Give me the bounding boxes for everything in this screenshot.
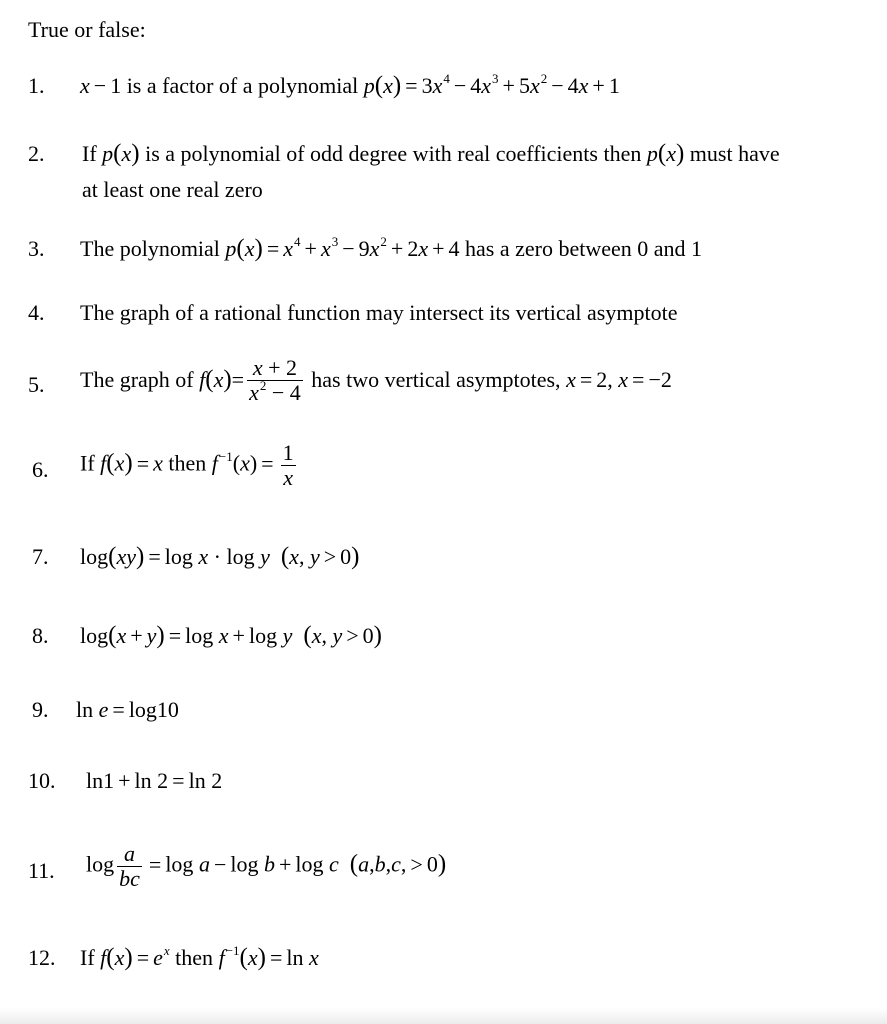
question-text: If f(x) = x then $f^{-1}(x)$ = $\frac{1}{x}$ [80, 440, 294, 490]
question-text: The graph of f(x)= $\frac{x + 2}{x^2 - 4}$ has two vertical asymptotes, x = 2, x = −2 [80, 356, 672, 408]
page-bottom-edge [0, 1008, 887, 1024]
question-text: If $f(x) = e^x$ then $f^{-1}(x) = \ln x$ [80, 943, 319, 971]
question-number: 5. [28, 372, 45, 397]
question-text-line-2: at least one real zero [82, 177, 263, 202]
question-number: 1. [28, 73, 45, 98]
question-text: ln e = log10 [76, 697, 179, 722]
question-text: ln1 + ln 2 = ln 2 [86, 768, 223, 793]
question-number: 9. [32, 697, 49, 722]
question-text: log(x + y) = log x + log y (x, y > 0) [80, 622, 382, 649]
question-number: 3. [28, 236, 45, 261]
question-number: 8. [32, 623, 49, 648]
question-number: 11. [28, 858, 55, 883]
question-number: 6. [32, 457, 49, 482]
question-number: 7. [32, 544, 49, 569]
question-text: If p(x) is a polynomial of odd degree with real coefficients then p(x) must have [82, 140, 780, 167]
question-number: 2. [28, 141, 45, 166]
question-text: log $\frac{a}{bc}$ = log a − log b + log c (a,b,c, > 0) [86, 841, 447, 891]
fraction: $\frac{1}{x}$ [282, 440, 294, 490]
fraction: $\frac{a}{bc}$ [119, 841, 140, 891]
question-text: The graph of a rational function may intersect its vertical asymptote [80, 300, 678, 325]
question-text: The polynomial $p(x) = x^4 + x^3 - 9x^2 + 2x + 4$ has a zero between 0 and 1 [80, 234, 703, 262]
worksheet-title: True or false: [28, 17, 146, 42]
fraction: $\frac{x + 2}{x^2 - 4}$ [247, 356, 303, 408]
question-number: 10. [28, 768, 56, 793]
question-number: 12. [28, 945, 56, 970]
question-text: log(xy) = log x · log y (x, y > 0) [80, 543, 360, 570]
question-text: x − 1 is a factor of a polynomial $p(x) = 3x^4 - 4x^3 + 5x^2 - 4x + 1$ [80, 71, 620, 99]
question-number: 4. [28, 300, 45, 325]
